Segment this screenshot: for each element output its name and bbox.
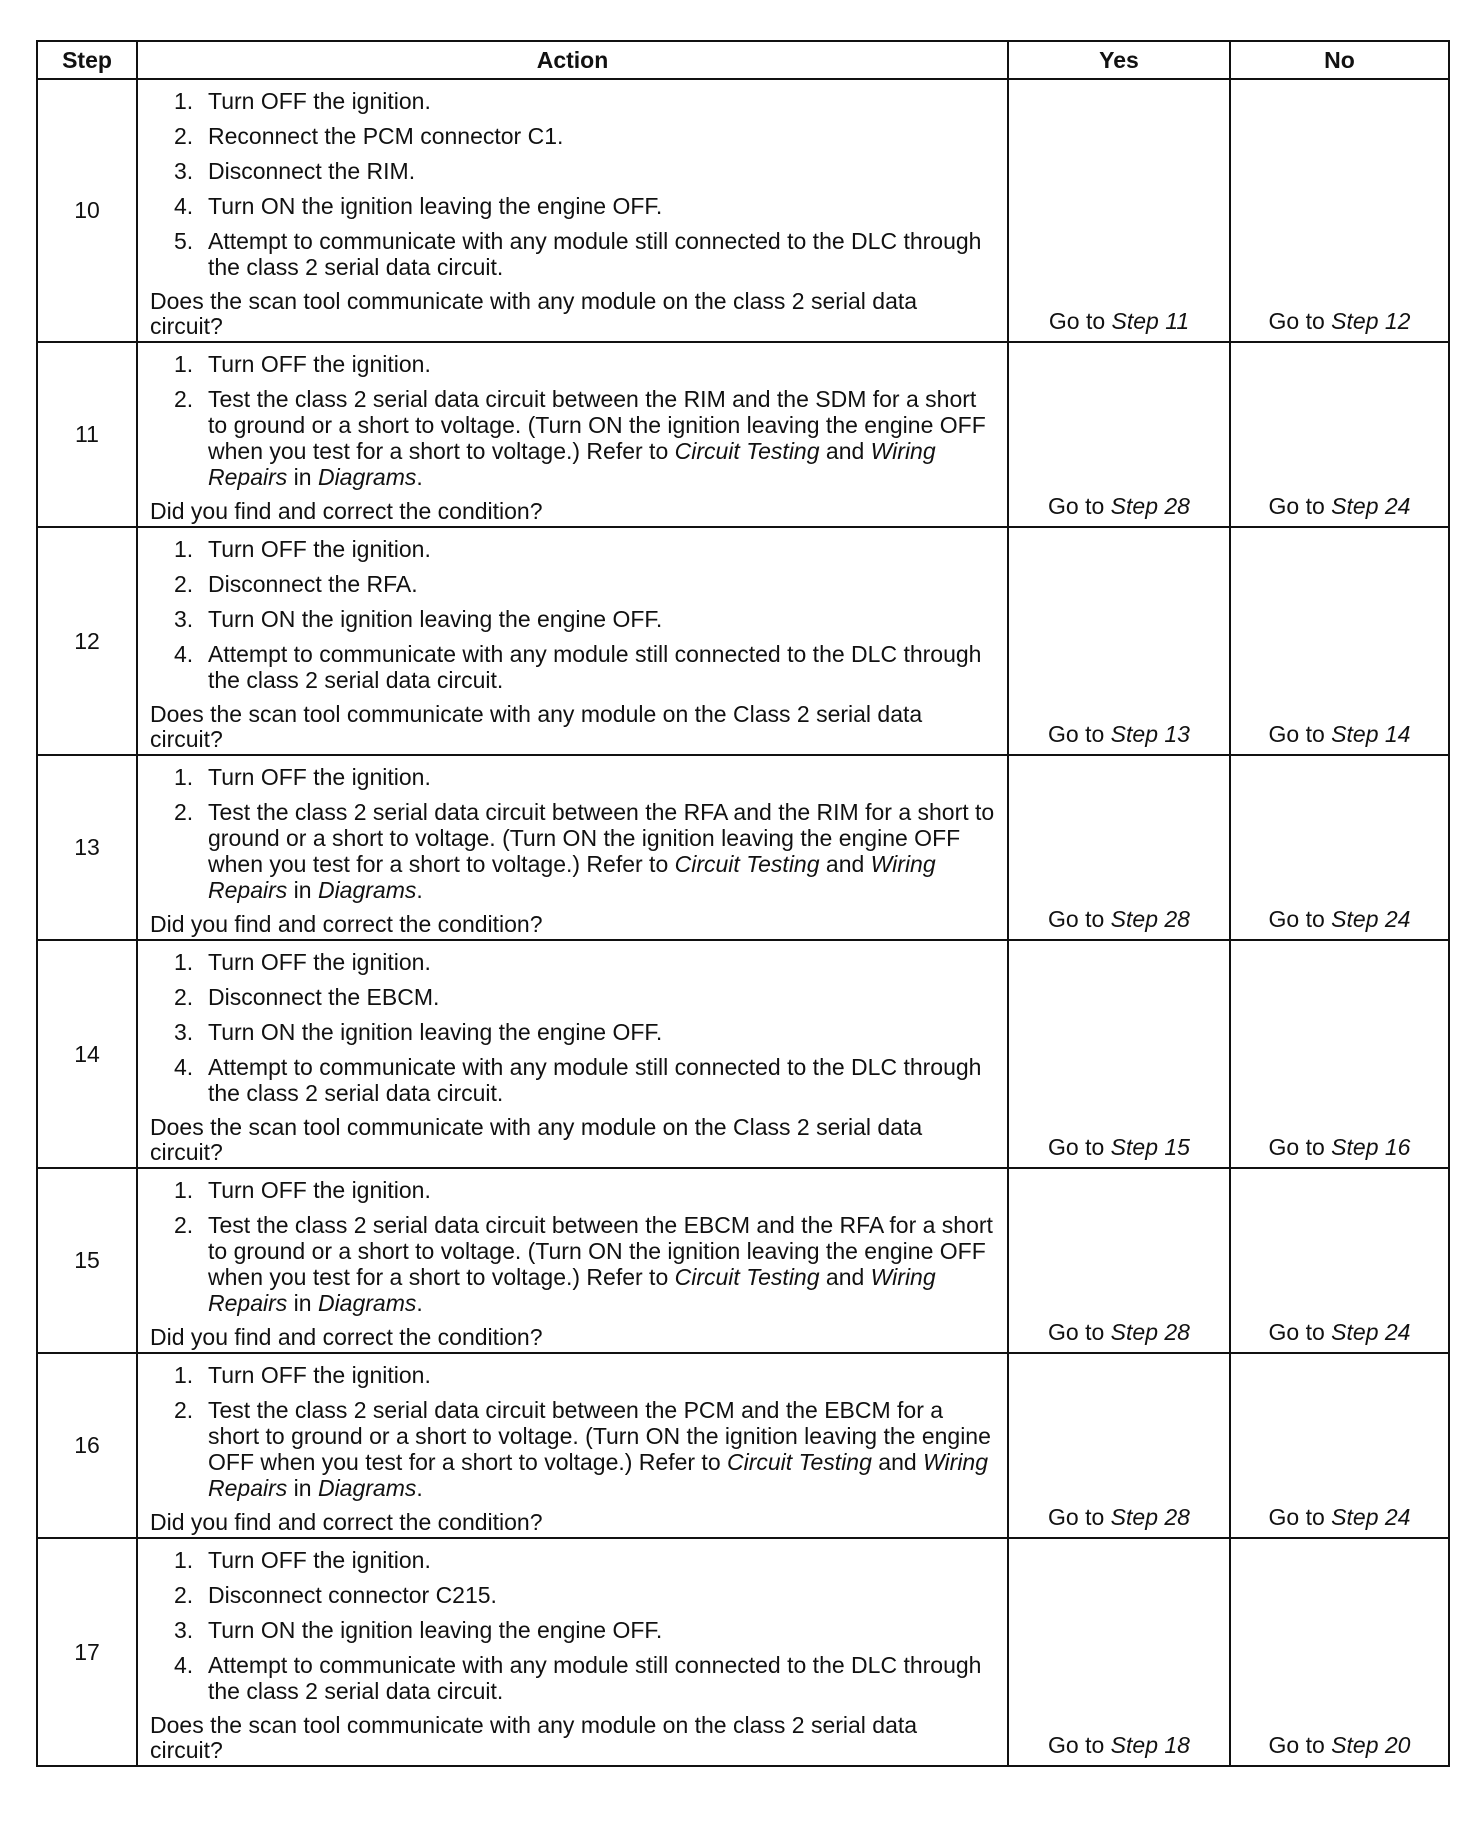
item-text: Attempt to communicate with any module still connected to the DLC through the class 2 serial data circuit. — [208, 1652, 982, 1704]
no-step-link: Step 14 — [1331, 721, 1411, 747]
item-number: 3. — [174, 1617, 194, 1643]
item-text: Reconnect the PCM connector C1. — [208, 123, 564, 149]
item-text-in: in — [287, 1290, 318, 1316]
step-question: Does the scan tool communicate with any module on the class 2 serial data circuit? — [150, 288, 918, 339]
go-to-label: Go to — [1048, 308, 1106, 334]
item-text: Test the class 2 serial data circuit between the RIM and the SDM for a short to ground or a short to voltage. (Turn ON the ignition leaving the engine OFF when you test for a short to voltage.) Refer to — [208, 386, 986, 464]
yes-cell — [1008, 79, 1230, 342]
item-number: 1. — [174, 1177, 194, 1203]
action-item — [150, 228, 995, 280]
item-number: 1. — [174, 88, 194, 114]
action-item — [150, 641, 995, 693]
yes-step-link: Step 28 — [1110, 1319, 1190, 1345]
action-list — [150, 949, 995, 1106]
header-step: Step — [37, 41, 137, 79]
reference-diagrams: Diagrams — [317, 877, 417, 903]
item-text: Turn ON the ignition leaving the engine OFF. — [208, 193, 663, 219]
go-to-label: Go to — [1268, 1732, 1325, 1758]
go-to-label: Go to — [1268, 1504, 1325, 1530]
step-number: 17 — [37, 1538, 137, 1766]
item-text-and: and — [871, 1449, 924, 1475]
no-step-link: Step 24 — [1331, 1319, 1411, 1345]
table-row — [37, 1353, 1449, 1538]
item-text-and: and — [819, 1264, 871, 1290]
item-text: Disconnect the RIM. — [208, 158, 416, 184]
item-text: Test the class 2 serial data circuit between the EBCM and the RFA for a short to ground or a short to voltage. (Turn ON the ignition leaving the engine OFF when you test for a short to voltage.) Refer to — [208, 1212, 993, 1290]
item-text: Test the class 2 serial data circuit between the PCM and the EBCM for a short to ground or a short to voltage. (Turn ON the ignition leaving the engine OFF when you test for a short to voltage.) Refer to — [208, 1397, 991, 1475]
step-number: 12 — [37, 527, 137, 755]
action-item — [150, 386, 995, 490]
diagnostic-table — [36, 40, 1450, 1767]
step-question: Did you find and correct the condition? — [150, 1509, 543, 1535]
reference-diagrams: Diagrams — [317, 464, 417, 490]
action-list — [150, 764, 995, 903]
no-cell — [1230, 342, 1449, 527]
item-text: Turn ON the ignition leaving the engine OFF. — [208, 1617, 663, 1643]
item-text-and: and — [819, 851, 871, 877]
item-text: Attempt to communicate with any module still connected to the DLC through the class 2 serial data circuit. — [208, 228, 982, 280]
item-text-in: in — [287, 464, 318, 490]
yes-step-link: Step 13 — [1110, 721, 1190, 747]
yes-cell — [1008, 755, 1230, 940]
reference-diagrams: Diagrams — [317, 1475, 417, 1501]
step-number: 15 — [37, 1168, 137, 1353]
action-item — [150, 606, 995, 632]
step-number: 10 — [37, 79, 137, 342]
action-cell — [137, 755, 1008, 940]
action-item — [150, 536, 995, 562]
action-item — [150, 193, 995, 219]
go-to-label: Go to — [1268, 721, 1325, 747]
go-to-label: Go to — [1048, 1134, 1105, 1160]
action-cell — [137, 527, 1008, 755]
table-row — [37, 940, 1449, 1168]
step-number: 16 — [37, 1353, 137, 1538]
reference-circuit-testing: Circuit Testing — [727, 1449, 872, 1475]
action-list — [150, 351, 995, 490]
go-to-label: Go to — [1048, 906, 1105, 932]
item-text-end: . — [416, 464, 423, 490]
item-number: 4. — [174, 1054, 194, 1080]
action-list — [150, 536, 995, 693]
item-number: 3. — [174, 158, 194, 184]
action-item — [150, 158, 995, 184]
step-question: Did you find and correct the condition? — [150, 498, 543, 524]
table-row — [37, 79, 1449, 342]
action-item — [150, 1019, 995, 1045]
yes-step-link: Step 18 — [1110, 1732, 1190, 1758]
no-step-link: Step 16 — [1331, 1134, 1411, 1160]
item-number: 4. — [174, 1652, 194, 1678]
no-step-link: Step 12 — [1331, 308, 1411, 334]
no-cell — [1230, 79, 1449, 342]
step-question: Does the scan tool communicate with any module on the class 2 serial data circuit? — [150, 1712, 918, 1763]
yes-cell — [1008, 940, 1230, 1168]
action-cell — [137, 1538, 1008, 1766]
step-number: 11 — [37, 342, 137, 527]
action-item — [150, 949, 995, 975]
reference-wiring-repairs: Wiring Repairs — [208, 851, 936, 903]
action-list — [150, 1362, 995, 1501]
item-text: Turn OFF the ignition. — [208, 88, 431, 114]
reference-circuit-testing: Circuit Testing — [674, 1264, 820, 1290]
yes-cell — [1008, 342, 1230, 527]
go-to-label: Go to — [1268, 493, 1325, 519]
action-item — [150, 1547, 995, 1573]
action-cell — [137, 940, 1008, 1168]
yes-step-link: Step 28 — [1110, 906, 1190, 932]
item-number: 3. — [174, 1019, 194, 1045]
step-question: Does the scan tool communicate with any module on the Class 2 serial data circuit? — [150, 1114, 923, 1165]
go-to-label: Go to — [1048, 721, 1105, 747]
action-item — [150, 984, 995, 1010]
action-item — [150, 764, 995, 790]
item-number: 2. — [174, 984, 194, 1010]
action-list — [150, 88, 995, 280]
step-question: Did you find and correct the condition? — [150, 911, 543, 937]
item-number: 3. — [174, 606, 194, 632]
item-text: Turn OFF the ignition. — [208, 949, 431, 975]
item-number: 1. — [174, 351, 194, 377]
reference-wiring-repairs: Wiring Repairs — [208, 1449, 989, 1501]
item-text-end: . — [416, 1475, 423, 1501]
yes-step-link: Step 28 — [1110, 1504, 1190, 1530]
action-item — [150, 571, 995, 597]
item-text: Disconnect connector C215. — [208, 1582, 497, 1608]
item-number: 1. — [174, 536, 194, 562]
item-number: 1. — [174, 764, 194, 790]
table-body — [37, 79, 1449, 1766]
item-text-in: in — [287, 877, 318, 903]
step-number: 14 — [37, 940, 137, 1168]
action-item — [150, 1582, 995, 1608]
item-number: 4. — [174, 193, 194, 219]
item-number: 1. — [174, 1362, 194, 1388]
header-row — [37, 41, 1449, 79]
item-number: 2. — [174, 1582, 194, 1608]
item-number: 1. — [174, 949, 194, 975]
item-number: 5. — [174, 228, 194, 254]
go-to-label: Go to — [1048, 1732, 1105, 1758]
item-text: Turn OFF the ignition. — [208, 764, 431, 790]
reference-wiring-repairs: Wiring Repairs — [208, 1264, 936, 1316]
item-text: Turn OFF the ignition. — [208, 1547, 431, 1573]
action-cell — [137, 342, 1008, 527]
table-row — [37, 1168, 1449, 1353]
no-step-link: Step 24 — [1331, 493, 1411, 519]
item-number: 2. — [174, 571, 194, 597]
step-number: 13 — [37, 755, 137, 940]
item-text: Disconnect the RFA. — [208, 571, 418, 597]
table-row — [37, 1538, 1449, 1766]
action-cell — [137, 1168, 1008, 1353]
go-to-label: Go to — [1048, 493, 1105, 519]
action-item — [150, 1177, 995, 1203]
yes-cell — [1008, 1538, 1230, 1766]
action-item — [150, 1652, 995, 1704]
item-number: 2. — [174, 1212, 194, 1238]
step-question: Does the scan tool communicate with any module on the Class 2 serial data circuit? — [150, 701, 923, 752]
header-no: No — [1230, 41, 1449, 79]
action-item — [150, 88, 995, 114]
item-text: Turn OFF the ignition. — [208, 1362, 431, 1388]
no-step-link: Step 24 — [1331, 1504, 1411, 1530]
no-cell — [1230, 1168, 1449, 1353]
item-text: Turn ON the ignition leaving the engine OFF. — [208, 1019, 663, 1045]
item-text: Attempt to communicate with any module still connected to the DLC through the class 2 serial data circuit. — [208, 641, 982, 693]
reference-circuit-testing: Circuit Testing — [674, 438, 820, 464]
action-item — [150, 1212, 995, 1316]
action-list — [150, 1547, 995, 1704]
yes-step-link: Step 11 — [1111, 308, 1190, 334]
item-text: Turn ON the ignition leaving the engine OFF. — [208, 606, 663, 632]
no-cell — [1230, 527, 1449, 755]
no-step-link: Step 20 — [1331, 1732, 1411, 1758]
item-text-in: in — [287, 1475, 318, 1501]
table-row — [37, 527, 1449, 755]
action-list — [150, 1177, 995, 1316]
action-item — [150, 123, 995, 149]
item-number: 2. — [174, 1397, 194, 1423]
item-number: 2. — [174, 123, 194, 149]
go-to-label: Go to — [1268, 1134, 1325, 1160]
reference-diagrams: Diagrams — [317, 1290, 417, 1316]
item-number: 1. — [174, 1547, 194, 1573]
reference-wiring-repairs: Wiring Repairs — [208, 438, 936, 490]
item-text: Turn OFF the ignition. — [208, 1177, 431, 1203]
item-number: 2. — [174, 799, 194, 825]
item-number: 4. — [174, 641, 194, 667]
action-item — [150, 351, 995, 377]
go-to-label: Go to — [1048, 1319, 1105, 1345]
no-cell — [1230, 755, 1449, 940]
item-text: Test the class 2 serial data circuit between the RFA and the RIM for a short to ground or a short to voltage. (Turn ON the ignition leaving the engine OFF when you test for a short to voltage.) Refer to — [208, 799, 995, 877]
no-cell — [1230, 1538, 1449, 1766]
item-number: 2. — [174, 386, 194, 412]
no-cell — [1230, 1353, 1449, 1538]
table-row — [37, 755, 1449, 940]
action-item — [150, 1617, 995, 1643]
action-cell — [137, 1353, 1008, 1538]
go-to-label: Go to — [1268, 1319, 1325, 1345]
table-row — [37, 342, 1449, 527]
action-item — [150, 799, 995, 903]
yes-step-link: Step 15 — [1110, 1134, 1190, 1160]
go-to-label: Go to — [1268, 308, 1325, 334]
yes-step-link: Step 28 — [1110, 493, 1190, 519]
action-item — [150, 1054, 995, 1106]
item-text: Turn OFF the ignition. — [208, 536, 431, 562]
item-text: Turn OFF the ignition. — [208, 351, 431, 377]
yes-cell — [1008, 1168, 1230, 1353]
item-text-and: and — [819, 438, 871, 464]
yes-cell — [1008, 527, 1230, 755]
yes-cell — [1008, 1353, 1230, 1538]
reference-circuit-testing: Circuit Testing — [674, 851, 820, 877]
item-text-end: . — [416, 1290, 423, 1316]
no-cell — [1230, 940, 1449, 1168]
go-to-label: Go to — [1268, 906, 1325, 932]
header-yes: Yes — [1008, 41, 1230, 79]
no-step-link: Step 24 — [1331, 906, 1411, 932]
item-text: Attempt to communicate with any module still connected to the DLC through the class 2 serial data circuit. — [208, 1054, 982, 1106]
action-item — [150, 1397, 995, 1501]
step-question: Did you find and correct the condition? — [150, 1324, 543, 1350]
item-text: Disconnect the EBCM. — [208, 984, 440, 1010]
header-action: Action — [137, 41, 1008, 79]
item-text-end: . — [416, 877, 423, 903]
action-item — [150, 1362, 995, 1388]
go-to-label: Go to — [1048, 1504, 1105, 1530]
action-cell — [137, 79, 1008, 342]
